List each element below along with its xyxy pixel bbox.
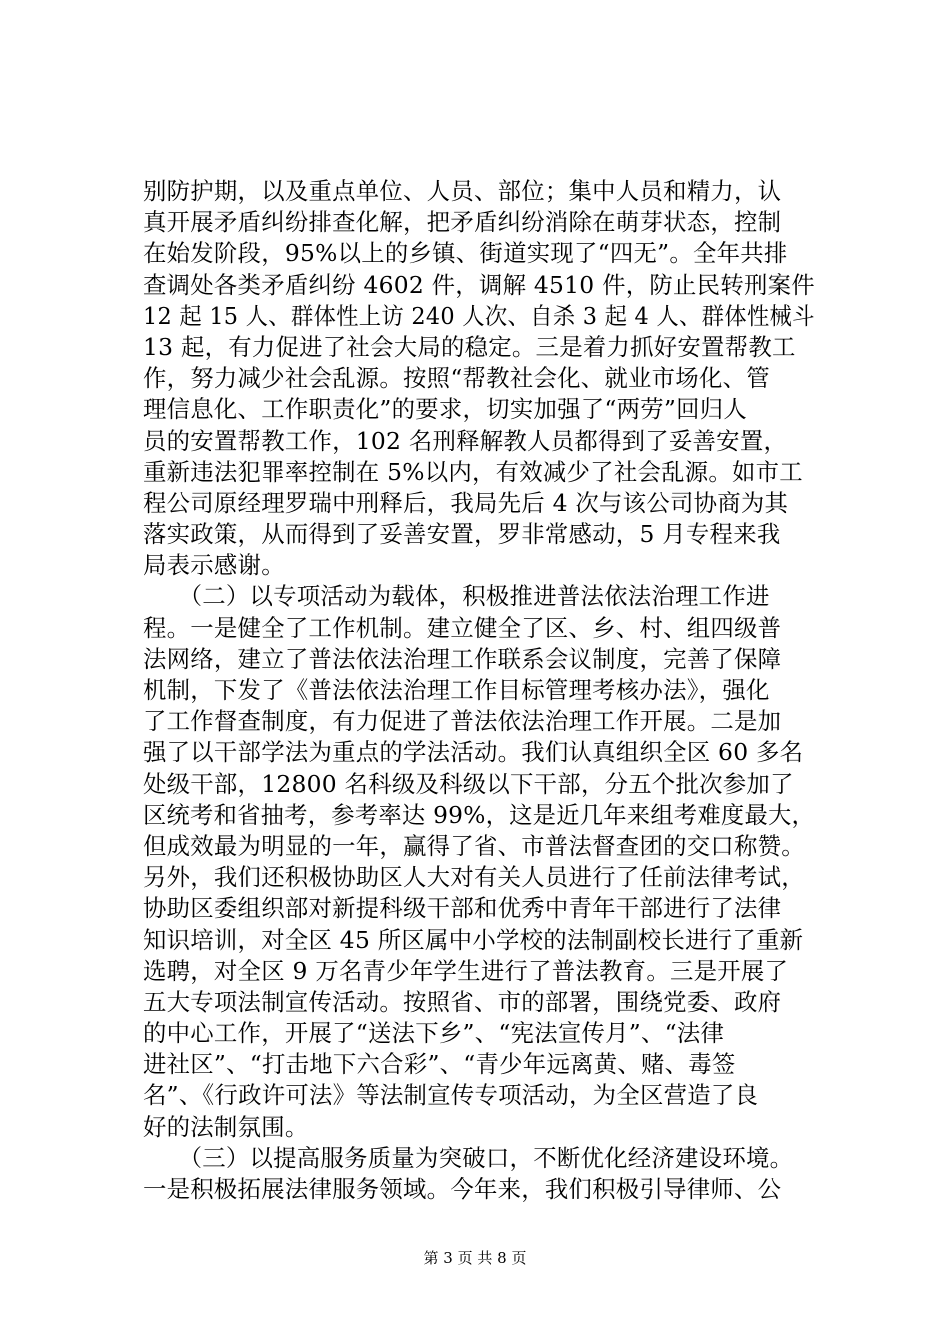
- text-line: 法网络，建立了普法依法治理工作联系会议制度，完善了保障: [143, 644, 782, 673]
- text-line: 机制，下发了《普法依法治理工作目标管理考核办法》，强化: [143, 676, 770, 704]
- page-footer: 第 3 页 共 8 页: [423, 1249, 527, 1267]
- text-line: 落实政策，从而得到了妥善安置，罗非常感动，5 月专程来我: [143, 520, 781, 549]
- text-line: 了工作督查制度，有力促进了普法依法治理工作开展。二是加: [143, 707, 782, 736]
- text-line: 一是积极拓展法律服务领域。今年来，我们积极引导律师、公: [143, 1175, 782, 1203]
- text-line: 五大专项法制宣传活动。按照省、市的部署，围绕党委、政府: [143, 987, 782, 1016]
- text-line: 强了以干部学法为重点的学法活动。我们认真组织全区 60 多名: [143, 738, 804, 767]
- text-line: 选聘，对全区 9 万名青少年学生进行了普法教育。三是开展了: [143, 956, 789, 985]
- text-line: 另外，我们还积极协助区人大对有关人员进行了任前法律考试，: [143, 863, 805, 892]
- text-line: （三）以提高服务质量为突破口，不断优化经济建设环境。: [143, 1143, 794, 1172]
- text-line: 协助区委组织部对新提科级干部和优秀中青年干部进行了法律: [143, 894, 782, 923]
- text-line: （二）以专项活动为载体，积极推进普法依法治理工作进: [143, 582, 770, 611]
- text-line: 区统考和省抽考，参考率达 99%，这是近几年来组考难度最大，: [143, 800, 816, 829]
- text-line: 理信息化、工作职责化”的要求，切实加强了“两劳”回归人: [143, 395, 747, 424]
- text-line: 13 起，有力促进了社会大局的稳定。三是着力抓好安置帮教工: [143, 332, 796, 361]
- text-line: 真开展矛盾纠纷排查化解，把矛盾纠纷消除在萌芽状态，控制: [143, 208, 782, 237]
- text-line: 知识培训，对全区 45 所区属中小学校的法制副校长进行了重新: [143, 925, 804, 954]
- text-line: 作，努力减少社会乱源。按照“帮教社会化、就业市场化、管: [143, 364, 770, 393]
- body-text: [143, 176, 815, 1205]
- text-line: 局表示感谢。: [143, 551, 285, 580]
- text-line: 进社区”、“打击地下六合彩”、“青少年远离黄、赌、毒签: [143, 1050, 736, 1079]
- text-line: 查调处各类矛盾纠纷 4602 件，调解 4510 件，防止民转刑案件: [143, 270, 815, 299]
- text-line: 但成效最为明显的一年，赢得了省、市普法督查团的交口称赞。: [143, 831, 805, 860]
- text-line: 在始发阶段，95%以上的乡镇、街道实现了“四无”。全年共排: [143, 239, 788, 268]
- text-line: 别防护期，以及重点单位、人员、部位；集中人员和精力，认: [143, 177, 782, 205]
- text-line: 12 起 15 人、群体性上访 240 人次、自杀 3 起 4 人、群体性械斗: [143, 301, 815, 330]
- text-line: 的中心工作，开展了“送法下乡”、“宪法宣传月”、“法律: [143, 1019, 725, 1048]
- text-line: 好的法制氛围。: [143, 1112, 309, 1141]
- text-line: 处级干部，12800 名科级及科级以下干部，分五个批次参加了: [143, 769, 794, 798]
- text-line: 程公司原经理罗瑞中刑释后，我局先后 4 次与该公司协商为其: [143, 488, 789, 517]
- text-line: 程。一是健全了工作机制。建立健全了区、乡、村、组四级普: [143, 613, 782, 642]
- text-line: 员的安置帮教工作，102 名刑释解教人员都得到了妥善安置，: [143, 426, 788, 455]
- text-line: 重新违法犯罪率控制在 5%以内，有效减少了社会乱源。如市工: [143, 457, 803, 486]
- text-line: 名”、《行政许可法》等法制宣传专项活动，为全区营造了良: [143, 1081, 759, 1110]
